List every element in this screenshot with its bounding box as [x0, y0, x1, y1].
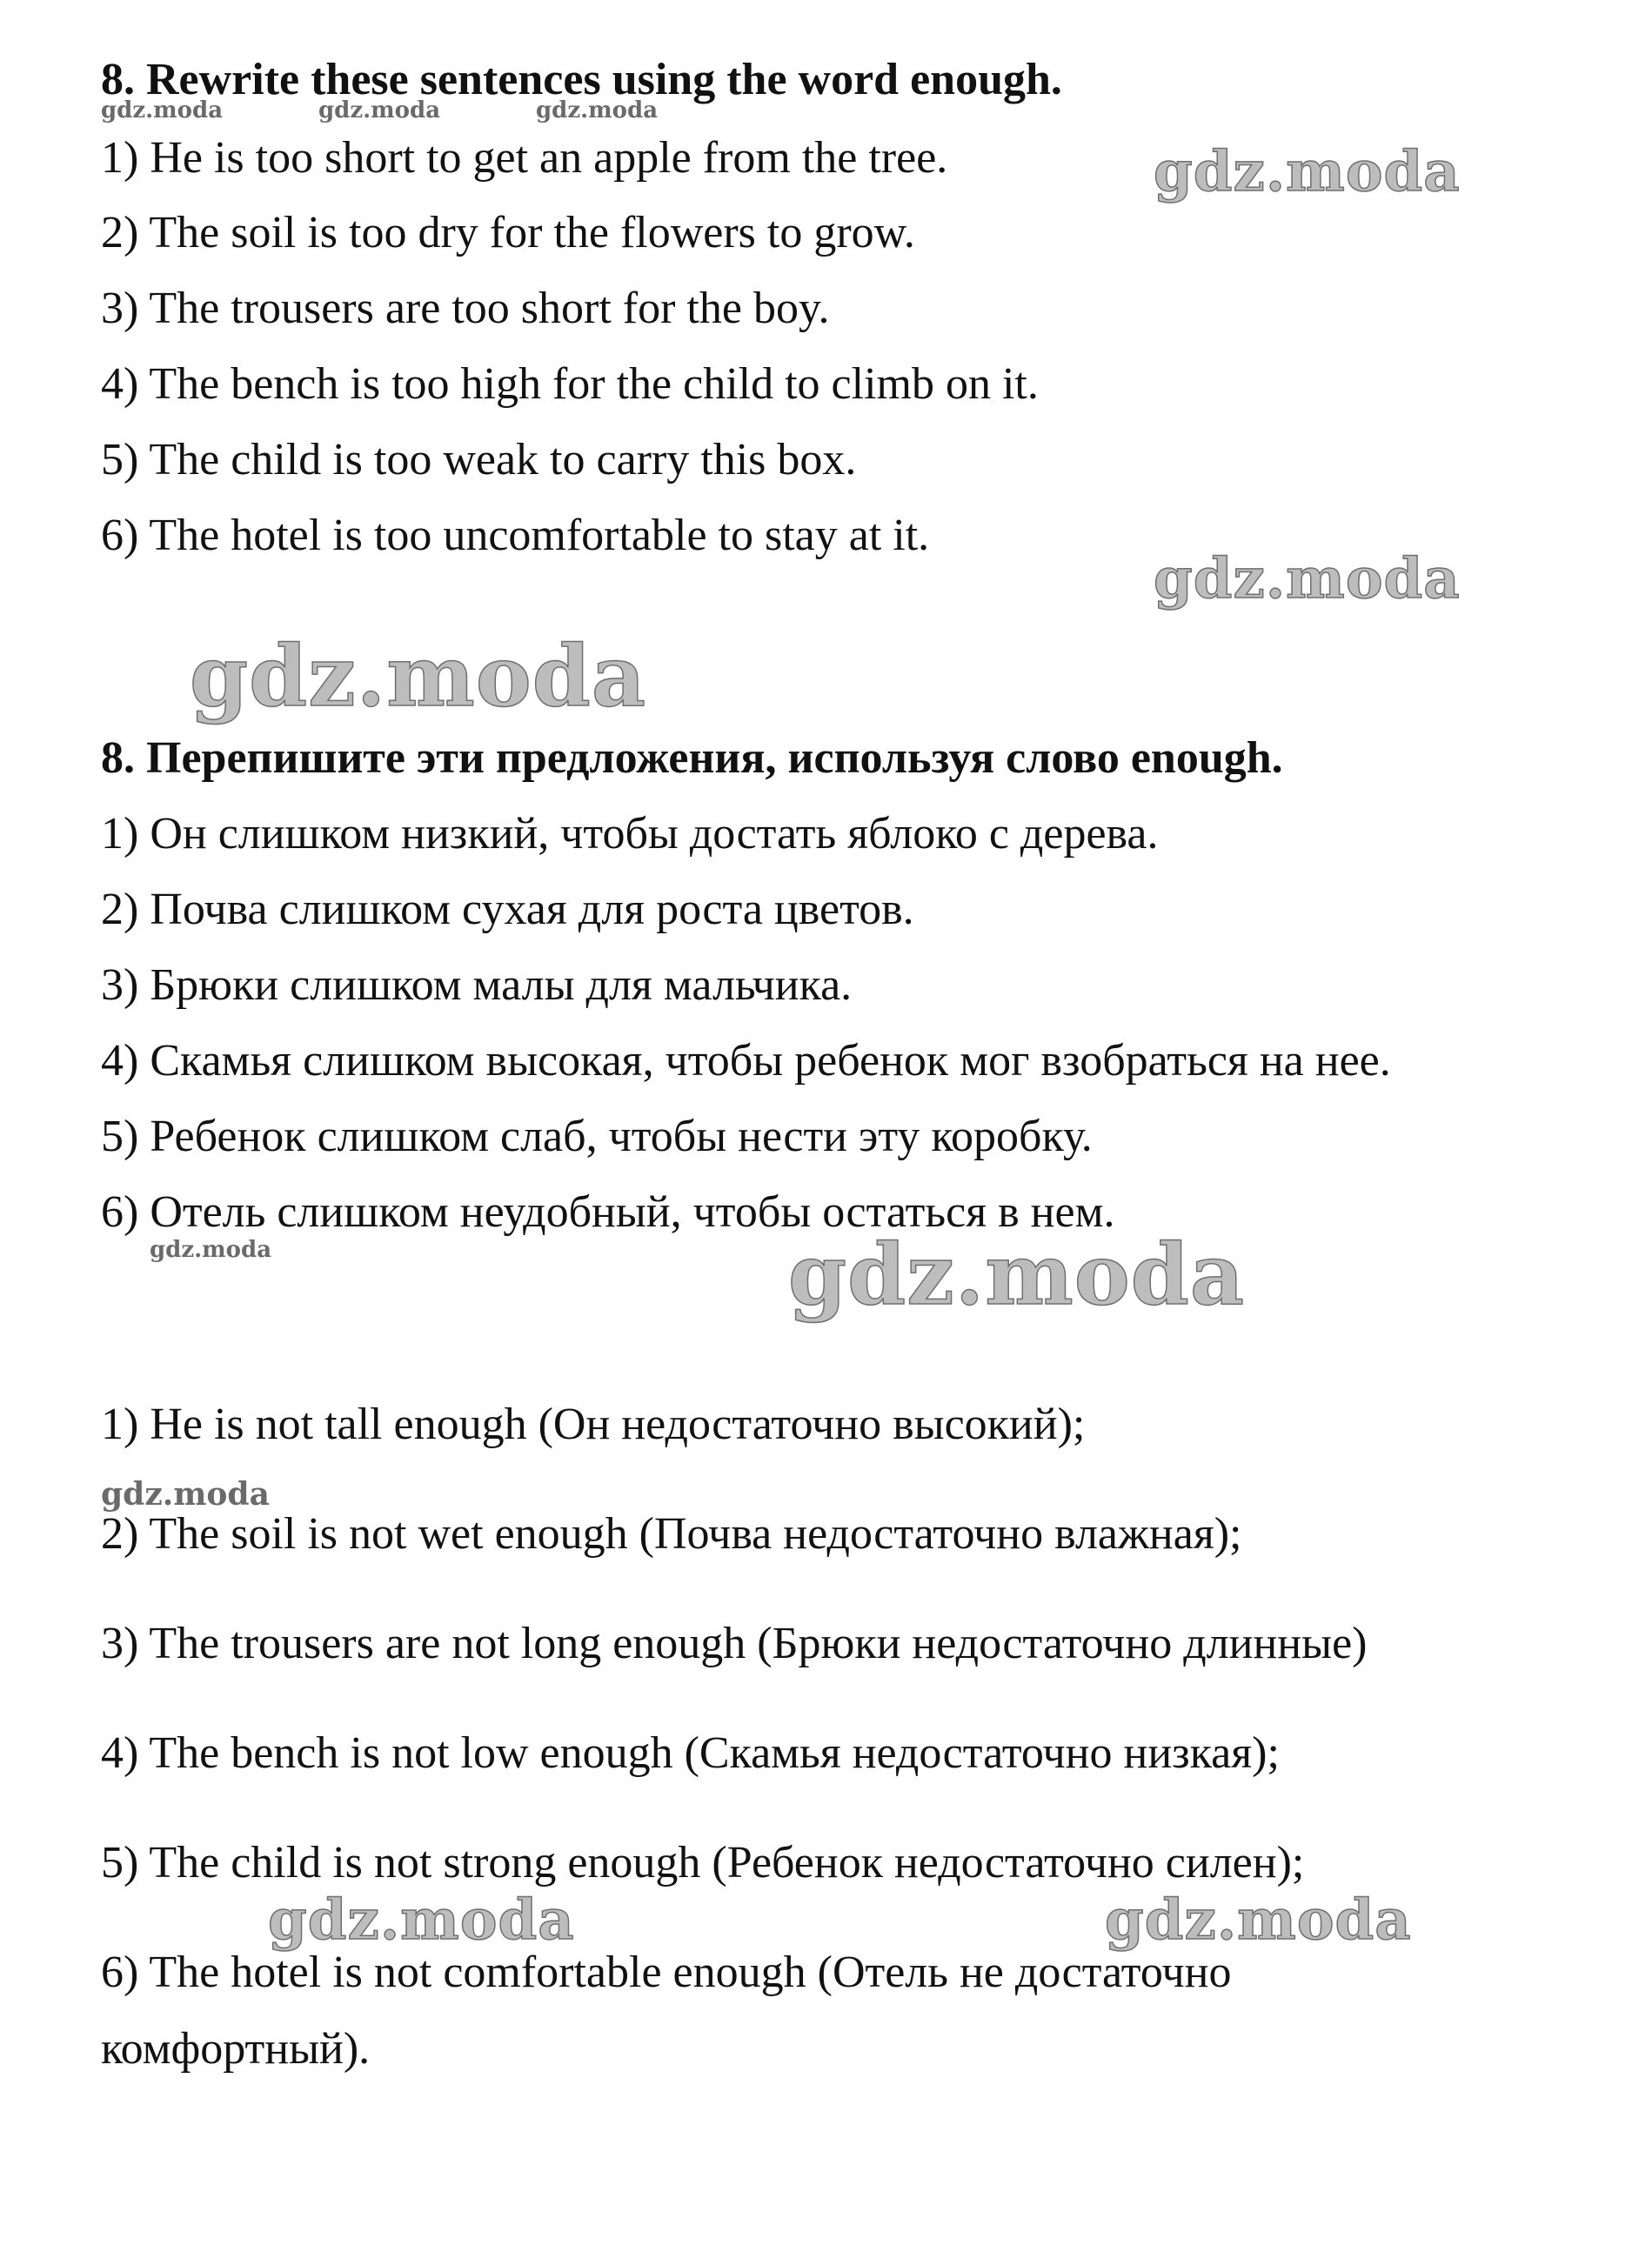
task-ru-item-6: 6) Отель слишком неудобный, чтобы остаться в нем. [101, 1187, 1115, 1237]
task-en-item-3: 3) The trousers are too short for the boy. [101, 284, 830, 333]
task-ru-heading: 8. Перепишите эти предложения, используя слово enough. [101, 733, 1283, 783]
answer-item-6-continued: комфортный). [101, 2024, 371, 2074]
task-ru-item-3: 3) Брюки слишком малы для мальчика. [101, 960, 853, 1010]
watermark: gdz.moda [101, 97, 224, 124]
task-en-item-6: 6) The hotel is too uncomfortable to stay at it. [101, 511, 930, 560]
task-ru-item-4: 4) Скамья слишком высокая, чтобы ребенок мог взобраться на нее. [101, 1036, 1391, 1086]
answer-item-1: 1) He is not tall enough (Он недостаточно высокий); [101, 1400, 1086, 1449]
watermark: gdz.moda [190, 627, 647, 725]
watermark: gdz.moda [1105, 1888, 1412, 1953]
task-ru-item-2: 2) Почва слишком сухая для роста цветов. [101, 885, 914, 934]
answer-item-3: 3) The trousers are not long enough (Брюки недостаточно длинные) [101, 1619, 1368, 1668]
task-en-item-5: 5) The child is too weak to carry this box. [101, 435, 857, 484]
watermark: gdz.moda [101, 1476, 270, 1513]
answer-item-5: 5) The child is not strong enough (Ребенок недостаточно силен); [101, 1838, 1305, 1888]
answer-item-2: 2) The soil is not wet enough (Почва недостаточно влажная); [101, 1509, 1242, 1559]
task-en-item-1: 1) He is too short to get an apple from the tree. [101, 133, 948, 183]
answer-item-6: 6) The hotel is not comfortable enough (Отель не достаточно [101, 1948, 1232, 1997]
task-en-item-2: 2) The soil is too dry for the flowers to grow. [101, 208, 915, 257]
watermark: gdz.moda [536, 97, 659, 124]
task-ru-item-1: 1) Он слишком низкий, чтобы достать яблоко с дерева. [101, 809, 1159, 859]
watermark: gdz.moda [318, 97, 441, 124]
watermark: gdz.moda [268, 1888, 575, 1953]
watermark: gdz.moda [1154, 139, 1461, 204]
watermark: gdz.moda [788, 1226, 1246, 1324]
task-ru-item-5: 5) Ребенок слишком слаб, чтобы нести эту коробку. [101, 1112, 1093, 1161]
task-en-item-4: 4) The bench is too high for the child to climb on it. [101, 359, 1039, 409]
answer-item-4: 4) The bench is not low enough (Скамья недостаточно низкая); [101, 1728, 1280, 1778]
watermark: gdz.moda [1154, 546, 1461, 611]
task-en-heading: 8. Rewrite these sentences using the word enough. [101, 55, 1062, 104]
watermark: gdz.moda [150, 1237, 272, 1263]
